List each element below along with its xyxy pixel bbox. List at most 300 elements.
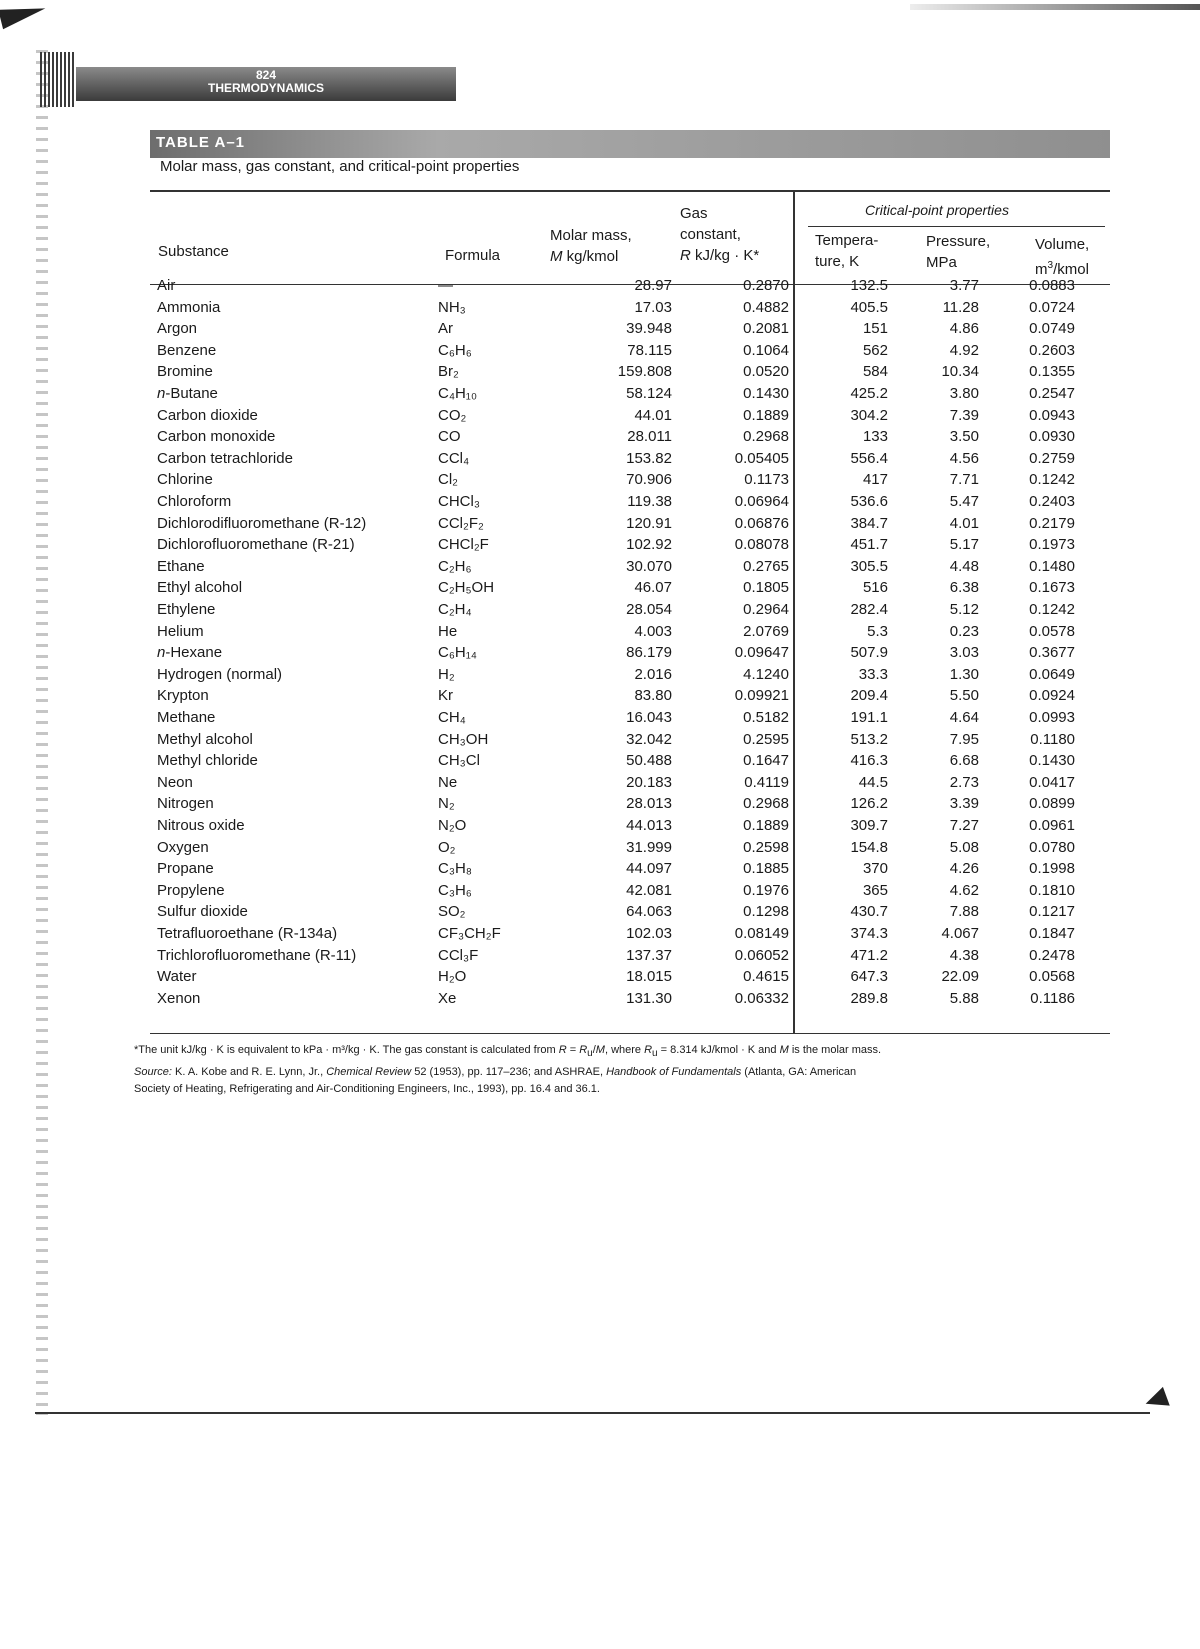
cell-substance: Hydrogen (normal): [157, 665, 283, 683]
cell-volume: 0.1242: [1029, 601, 1075, 618]
cell-pressure: 4.38: [949, 946, 979, 964]
cell-gas-constant: 0.2968: [743, 795, 789, 813]
cell-temperature: 304.2: [850, 406, 888, 424]
cell-gas-constant: 0.06964: [734, 493, 789, 510]
cell-molar-mass: 4.003: [634, 622, 672, 640]
cell-molar-mass: 131.30: [626, 989, 672, 1007]
header-gas-constant: [680, 203, 759, 266]
cell-molar-mass: 120.91: [626, 514, 672, 532]
cell-volume: 0.1480: [1029, 557, 1075, 575]
cell-substance: Ammonia: [157, 298, 221, 316]
table-row: [150, 275, 1110, 296]
table-row: [150, 621, 1110, 642]
cell-gas-constant: 0.2964: [743, 601, 789, 618]
table-row: [150, 685, 1110, 706]
table-row: [150, 534, 1110, 555]
cell-molar-mass: 159.808: [617, 363, 672, 381]
scan-edge-shadow: [910, 4, 1200, 10]
cell-gas-constant: 0.09921: [734, 687, 789, 705]
cell-substance: Carbon monoxide: [157, 428, 276, 446]
cell-temperature: 430.7: [850, 903, 888, 921]
cell-volume: 0.2403: [1029, 493, 1075, 510]
cell-gas-constant: 0.1885: [743, 860, 789, 878]
cell-pressure: 3.39: [949, 795, 979, 813]
cell-formula: He: [438, 622, 458, 640]
cell-formula: Xe: [438, 989, 457, 1007]
cell-formula: CHCl₃: [438, 493, 480, 510]
table-banner: [150, 130, 1110, 158]
table-row: [150, 923, 1110, 944]
scan-corner-mark: [0, 0, 48, 29]
cell-substance: Ethyl alcohol: [157, 579, 243, 597]
cell-pressure: 1.30: [949, 665, 979, 683]
cell-formula: SO₂: [438, 903, 466, 921]
cell-temperature: 282.4: [850, 601, 888, 618]
cell-substance: Propylene: [157, 881, 225, 899]
cell-substance: Trichlorofluoromethane (R-11): [157, 946, 357, 964]
cell-molar-mass: 17.03: [634, 298, 672, 316]
group-header: Critical-point properties: [865, 202, 1009, 218]
cell-formula: CCl₃F: [438, 946, 479, 964]
cell-formula: C₄H₁₀: [438, 385, 478, 402]
cell-molar-mass: 58.124: [626, 385, 672, 402]
cell-volume: 0.1973: [1029, 536, 1075, 554]
cell-volume: 0.1355: [1029, 363, 1075, 381]
table-row: [150, 405, 1110, 426]
cell-formula: N₂: [438, 795, 455, 813]
header-pressure: [926, 231, 990, 273]
cell-temperature: 513.2: [850, 730, 888, 748]
cell-pressure: 4.62: [949, 881, 979, 899]
cell-molar-mass: 42.081: [626, 881, 672, 899]
cell-temperature: 516: [862, 579, 888, 597]
cell-molar-mass: 28.011: [627, 428, 672, 446]
cell-pressure: 7.88: [949, 903, 979, 921]
cell-pressure: 5.47: [949, 493, 979, 510]
table-row: [150, 945, 1110, 966]
cell-molar-mass: 78.115: [627, 341, 672, 359]
cell-substance: Carbon tetrachloride: [157, 449, 293, 467]
table-row: [150, 469, 1110, 490]
cell-volume: 0.1673: [1029, 579, 1075, 597]
cell-gas-constant: 0.5182: [743, 709, 789, 726]
table-row: [150, 815, 1110, 836]
cell-gas-constant: 0.1298: [743, 903, 789, 921]
cell-gas-constant: 0.1889: [743, 817, 789, 834]
cell-substance: Carbon dioxide: [157, 406, 258, 424]
cell-volume: 0.0993: [1029, 709, 1075, 726]
cell-formula: H₂O: [438, 968, 467, 986]
cell-volume: 0.0417: [1029, 773, 1075, 791]
cell-temperature: 556.4: [850, 449, 888, 467]
header-substance: Substance: [158, 243, 229, 260]
cell-pressure: 3.03: [949, 644, 979, 662]
cell-substance: Neon: [157, 773, 193, 791]
header-press-line1: Pressure,: [926, 233, 991, 250]
cell-pressure: 5.50: [949, 687, 979, 705]
cell-gas-constant: 0.4882: [743, 298, 789, 316]
cell-substance: Chloroform: [157, 493, 232, 510]
cell-temperature: 647.3: [850, 968, 888, 986]
cell-substance: Argon: [157, 320, 198, 338]
cell-gas-constant: 0.1173: [744, 471, 789, 489]
table-row: [150, 297, 1110, 318]
cell-molar-mass: 44.013: [626, 817, 672, 834]
cell-molar-mass: 44.097: [626, 860, 672, 878]
cell-pressure: 7.95: [949, 730, 979, 748]
cell-gas-constant: 0.1889: [743, 406, 789, 424]
footnote-source-cont: Society of Heating, Refrigerating and Air-Conditioning Engineers, Inc., 1993), pp. 16.4 and 36.1.: [134, 1083, 600, 1095]
cell-temperature: 209.4: [850, 687, 888, 705]
cell-molar-mass: 28.013: [626, 795, 672, 813]
header-gas-line0: Gas: [680, 205, 708, 222]
cell-temperature: 365: [862, 881, 888, 899]
cell-substance: Bromine: [157, 363, 213, 381]
cell-gas-constant: 0.2598: [743, 838, 789, 856]
cell-substance: n-Hexane: [157, 644, 223, 662]
cell-formula: CH₃OH: [438, 730, 489, 748]
cell-temperature: 289.8: [850, 989, 888, 1007]
cell-pressure: 4.86: [949, 320, 979, 338]
cell-temperature: 425.2: [850, 385, 888, 402]
cell-gas-constant: 0.06332: [734, 989, 789, 1007]
cell-formula: Ar: [438, 320, 453, 338]
cell-molar-mass: 46.07: [634, 579, 672, 597]
cell-substance: Xenon: [157, 989, 201, 1007]
cell-pressure: 3.50: [949, 428, 979, 446]
cell-gas-constant: 0.2870: [743, 277, 789, 294]
header-molar-line2: M kg/kmol: [550, 248, 619, 265]
header-temp-line2: ture, K: [815, 253, 860, 270]
cell-substance: Water: [157, 968, 197, 986]
cell-temperature: 191.1: [850, 709, 888, 726]
cell-pressure: 2.73: [949, 773, 979, 791]
cell-pressure: 10.34: [941, 363, 979, 381]
cell-volume: 0.0724: [1029, 298, 1075, 316]
header-press-line2: MPa: [926, 254, 957, 271]
cell-volume: 0.0883: [1029, 277, 1075, 294]
cell-gas-constant: 4.1240: [743, 665, 789, 683]
footnote-gas-constant: *The unit kJ/kg · K is equivalent to kPa · m³/kg · K. The gas constant is calculated from $R = R_u/M$, where $R_u = 8.314$ kJ/kmol · K and M is the molar mass.: [134, 1044, 882, 1059]
cell-gas-constant: 0.09647: [734, 644, 789, 662]
cell-gas-constant: 0.1430: [743, 385, 789, 402]
table-row: [150, 750, 1110, 771]
cell-volume: 0.0930: [1029, 428, 1075, 446]
cell-formula: C₆H₆: [438, 341, 472, 359]
cell-formula: CF₃CH₂F: [438, 925, 501, 942]
cell-temperature: 536.6: [850, 493, 888, 510]
cell-formula: C₃H₆: [438, 881, 472, 899]
cell-temperature: 44.5: [858, 773, 888, 791]
cell-temperature: 126.2: [850, 795, 888, 813]
cell-substance: Dichlorodifluoromethane (R-12): [157, 514, 367, 532]
header-volume: [1035, 234, 1089, 280]
cell-substance: Methane: [157, 709, 216, 726]
cell-pressure: 7.71: [949, 471, 979, 489]
cell-pressure: 4.92: [949, 341, 979, 359]
cell-volume: 0.1242: [1029, 471, 1075, 489]
table-row: [150, 966, 1110, 987]
table-row: [150, 599, 1110, 620]
cell-gas-constant: 0.1976: [743, 881, 789, 899]
table-row: [150, 772, 1110, 793]
cell-temperature: 370: [862, 860, 888, 878]
cell-temperature: 133: [862, 428, 888, 446]
cell-pressure: 6.38: [949, 579, 979, 597]
cell-molar-mass: 18.015: [626, 968, 672, 986]
cell-volume: 0.2603: [1029, 341, 1075, 359]
cell-temperature: 451.7: [850, 536, 888, 554]
page-bottom-rule: [35, 1412, 1150, 1414]
cell-formula: C₂H₅OH: [438, 579, 495, 597]
cell-volume: 0.0568: [1029, 968, 1075, 986]
cell-substance: Dichlorofluoromethane (R-21): [157, 536, 355, 554]
cell-molar-mass: 32.042: [626, 730, 672, 748]
cell-temperature: 562: [862, 341, 888, 359]
cell-volume: 0.0899: [1029, 795, 1075, 813]
cell-formula: H₂: [438, 665, 455, 683]
cell-formula: CCl₄: [438, 449, 470, 467]
cell-substance: Ethylene: [157, 601, 216, 618]
cell-gas-constant: 0.2595: [743, 730, 789, 748]
cell-volume: 0.1810: [1029, 881, 1075, 899]
cell-pressure: 6.68: [949, 752, 979, 770]
table-row: [150, 858, 1110, 879]
table-row: [150, 340, 1110, 361]
cell-molar-mass: 86.179: [626, 644, 672, 662]
cell-molar-mass: 64.063: [626, 903, 672, 921]
cell-formula: —: [438, 277, 453, 294]
cell-molar-mass: 70.906: [626, 471, 672, 489]
cell-gas-constant: 0.1647: [743, 752, 789, 770]
table-bottom-rule: [150, 1033, 1110, 1034]
header-gas-line2: R kJ/kg · K*: [680, 247, 760, 264]
cell-gas-constant: 0.4615: [743, 968, 789, 986]
cell-gas-constant: 0.06052: [734, 946, 789, 964]
group-header-rule: [808, 226, 1105, 227]
cell-substance: Sulfur dioxide: [157, 903, 248, 921]
cell-temperature: 471.2: [850, 946, 888, 964]
cell-temperature: 132.5: [850, 277, 888, 294]
cell-formula: Kr: [438, 687, 453, 705]
cell-pressure: 4.067: [941, 925, 979, 942]
cell-formula: Cl₂: [438, 471, 458, 489]
cell-pressure: 4.64: [949, 709, 979, 726]
table-row: [150, 448, 1110, 469]
cell-pressure: 11.28: [942, 298, 979, 316]
cell-molar-mass: 44.01: [634, 406, 672, 424]
cell-formula: CH₃Cl: [438, 752, 480, 770]
cell-temperature: 416.3: [850, 752, 888, 770]
cell-volume: 0.1217: [1029, 903, 1075, 921]
cell-pressure: 0.23: [949, 622, 979, 640]
running-head: [76, 67, 456, 101]
cell-temperature: 584: [862, 363, 888, 381]
cell-formula: C₂H₄: [438, 601, 472, 618]
table-row: [150, 729, 1110, 750]
cell-pressure: 4.01: [949, 514, 979, 532]
table-row: [150, 556, 1110, 577]
table-row: [150, 318, 1110, 339]
cell-substance: Oxygen: [157, 838, 209, 856]
cell-formula: O₂: [438, 838, 456, 856]
cell-molar-mass: 102.92: [626, 536, 672, 554]
cell-substance: Ethane: [157, 557, 205, 575]
cell-substance: Propane: [157, 860, 214, 878]
cell-volume: 0.0943: [1029, 406, 1075, 424]
header-temp-line1: Tempera-: [815, 232, 879, 249]
footnote-source: Source: K. A. Kobe and R. E. Lynn, Jr., Chemical Review 52 (1953), pp. 117–236; and ASHRAE, Handbook of Fundamentals (Atlanta, GA: American: [134, 1066, 857, 1078]
table-row: [150, 664, 1110, 685]
table-row: [150, 642, 1110, 663]
header-gas-line1: constant,: [680, 226, 741, 243]
cell-gas-constant: 0.2765: [743, 557, 789, 575]
cell-substance: n-Butane: [157, 385, 218, 402]
cell-molar-mass: 39.948: [626, 320, 672, 338]
cell-temperature: 33.3: [858, 665, 888, 683]
page-number: 824: [255, 68, 277, 82]
cell-gas-constant: 0.1805: [743, 579, 789, 597]
cell-molar-mass: 2.016: [634, 665, 672, 683]
cell-pressure: 3.80: [949, 385, 979, 402]
cell-pressure: 3.77: [949, 277, 979, 294]
cell-pressure: 5.17: [949, 536, 979, 554]
cell-substance: Krypton: [157, 687, 209, 705]
cell-pressure: 22.09: [941, 968, 979, 986]
cell-gas-constant: 0.4119: [744, 773, 789, 791]
cell-volume: 0.1186: [1030, 989, 1075, 1007]
cell-molar-mass: 31.999: [626, 838, 672, 856]
cell-formula: NH₃: [438, 298, 466, 316]
cell-substance: Methyl alcohol: [157, 730, 253, 748]
cell-formula: C₃H₈: [438, 860, 472, 878]
cell-temperature: 405.5: [850, 298, 888, 316]
cell-substance: Benzene: [157, 341, 217, 359]
table-row: [150, 383, 1110, 404]
cell-gas-constant: 0.05405: [734, 449, 789, 467]
header-vol-line2: $m^3$/kmol: [1035, 260, 1089, 278]
cell-volume: 0.0780: [1029, 838, 1075, 856]
table-row: [150, 793, 1110, 814]
header-molar-mass: [550, 225, 632, 267]
cell-volume: 0.2179: [1029, 514, 1075, 532]
cell-formula: CO: [438, 428, 461, 446]
table-row: [150, 901, 1110, 922]
cell-formula: Ne: [438, 773, 458, 791]
cell-gas-constant: 0.08078: [734, 536, 789, 554]
cell-pressure: 5.12: [949, 601, 979, 618]
scan-bottom-mark: [1142, 1387, 1170, 1413]
cell-molar-mass: 83.80: [634, 687, 672, 705]
cell-gas-constant: 0.2968: [743, 428, 789, 446]
table-row: [150, 577, 1110, 598]
cell-temperature: 151: [862, 320, 888, 338]
header-molar-line1: Molar mass,: [550, 227, 632, 244]
header-vol-line1: Volume,: [1035, 236, 1090, 253]
cell-molar-mass: 119.38: [627, 493, 672, 510]
cell-formula: N₂O: [438, 817, 467, 834]
cell-temperature: 309.7: [850, 817, 888, 834]
cell-pressure: 4.26: [949, 860, 979, 878]
cell-temperature: 374.3: [850, 925, 888, 942]
cell-substance: Tetrafluoroethane (R-134a): [157, 925, 338, 942]
cell-molar-mass: 30.070: [626, 557, 672, 575]
cell-volume: 0.0649: [1029, 665, 1075, 683]
cell-pressure: 5.08: [949, 838, 979, 856]
cell-volume: 0.1180: [1030, 730, 1075, 748]
cell-formula: CO₂: [438, 406, 467, 424]
cell-molar-mass: 16.043: [626, 709, 672, 726]
cell-substance: Chlorine: [157, 471, 213, 489]
cell-molar-mass: 20.183: [626, 773, 672, 791]
cell-temperature: 417: [862, 471, 888, 489]
table-row: [150, 880, 1110, 901]
cell-formula: CHCl₂F: [438, 536, 489, 554]
cell-pressure: 7.27: [949, 817, 979, 834]
table-row: [150, 513, 1110, 534]
cell-substance: Helium: [157, 622, 204, 640]
cell-molar-mass: 28.054: [626, 601, 672, 618]
cell-substance: Nitrous oxide: [157, 817, 245, 834]
binding-texture: [40, 52, 76, 107]
cell-temperature: 507.9: [850, 644, 888, 662]
cell-gas-constant: 0.1064: [743, 341, 789, 359]
table-row: [150, 988, 1110, 1009]
header-temperature: [815, 230, 878, 272]
cell-molar-mass: 102.03: [626, 925, 672, 942]
cell-substance: Nitrogen: [157, 795, 214, 813]
cell-pressure: 4.48: [949, 557, 979, 575]
cell-pressure: 4.56: [949, 449, 979, 467]
table-label: TABLE A–1: [156, 134, 246, 151]
table-row: [150, 361, 1110, 382]
table-row: [150, 707, 1110, 728]
table-caption: Molar mass, gas constant, and critical-point properties: [160, 158, 520, 175]
cell-molar-mass: 137.37: [626, 946, 672, 964]
table-row: [150, 426, 1110, 447]
cell-volume: 0.1998: [1029, 860, 1075, 878]
cell-gas-constant: 0.06876: [734, 514, 789, 532]
cell-gas-constant: 2.0769: [743, 622, 789, 640]
cell-substance: Air: [157, 277, 176, 294]
cell-volume: 0.1430: [1029, 752, 1075, 770]
cell-temperature: 5.3: [867, 622, 888, 640]
cell-volume: 0.0961: [1029, 817, 1075, 834]
table-row: [150, 491, 1110, 512]
cell-volume: 0.0749: [1029, 320, 1075, 338]
cell-gas-constant: 0.08149: [734, 925, 789, 942]
cell-volume: 0.3677: [1029, 644, 1075, 662]
cell-pressure: 5.88: [949, 989, 979, 1007]
cell-formula: CH₄: [438, 709, 466, 726]
cell-volume: 0.2547: [1029, 385, 1075, 402]
cell-molar-mass: 50.488: [626, 752, 672, 770]
cell-formula: CCl₂F₂: [438, 514, 484, 532]
cell-temperature: 154.8: [850, 838, 888, 856]
cell-temperature: 305.5: [850, 557, 888, 575]
cell-substance: Methyl chloride: [157, 752, 258, 770]
cell-formula: C₆H₁₄: [438, 644, 477, 662]
cell-volume: 0.1847: [1029, 925, 1075, 942]
cell-volume: 0.2478: [1029, 946, 1075, 964]
cell-molar-mass: 28.97: [634, 277, 672, 294]
cell-formula: C₂H₆: [438, 557, 472, 575]
cell-volume: 0.0578: [1029, 622, 1075, 640]
table-row: [150, 837, 1110, 858]
cell-gas-constant: 0.2081: [743, 320, 789, 338]
header-top-rule: [150, 190, 1110, 192]
cell-temperature: 384.7: [850, 514, 888, 532]
